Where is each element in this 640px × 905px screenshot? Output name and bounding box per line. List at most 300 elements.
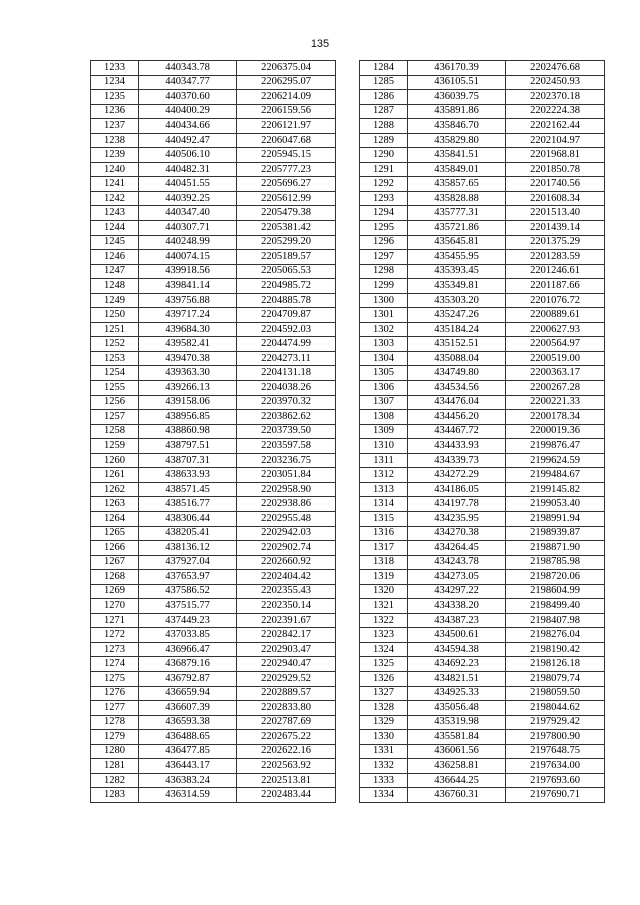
y-coordinate-cell: 2204709.87	[237, 308, 336, 323]
table-row	[91, 657, 336, 672]
table-row	[91, 701, 336, 716]
y-coordinate-cell: 2205945.15	[237, 148, 336, 163]
y-coordinate-cell: 2206047.68	[237, 133, 336, 148]
table-row	[91, 628, 336, 643]
point-number-cell: 1282	[91, 773, 139, 788]
x-coordinate-cell: 440343.78	[139, 61, 237, 76]
point-number-cell: 1279	[91, 730, 139, 745]
table-row	[360, 322, 605, 337]
table-row	[91, 788, 336, 803]
table-row	[91, 584, 336, 599]
point-number-cell: 1260	[91, 453, 139, 468]
table-row	[91, 613, 336, 628]
x-coordinate-cell: 434534.56	[408, 381, 506, 396]
x-coordinate-cell: 440482.31	[139, 162, 237, 177]
y-coordinate-cell: 2202224.38	[506, 104, 605, 119]
table-row	[91, 381, 336, 396]
point-number-cell: 1274	[91, 657, 139, 672]
y-coordinate-cell: 2205381.42	[237, 221, 336, 236]
table-row	[360, 75, 605, 90]
x-coordinate-cell: 440434.66	[139, 119, 237, 134]
table-row	[91, 730, 336, 745]
point-number-cell: 1250	[91, 308, 139, 323]
y-coordinate-cell: 2201740.56	[506, 177, 605, 192]
point-number-cell: 1317	[360, 541, 408, 556]
x-coordinate-cell: 438516.77	[139, 497, 237, 512]
table-row	[360, 381, 605, 396]
y-coordinate-cell: 2203597.58	[237, 439, 336, 454]
table-row	[91, 177, 336, 192]
table-row	[91, 75, 336, 90]
table-row	[91, 439, 336, 454]
x-coordinate-cell: 437927.04	[139, 555, 237, 570]
x-coordinate-cell: 436443.17	[139, 759, 237, 774]
table-row	[360, 788, 605, 803]
table-row	[360, 439, 605, 454]
table-row	[360, 773, 605, 788]
table-row	[360, 191, 605, 206]
y-coordinate-cell: 2202929.52	[237, 671, 336, 686]
x-coordinate-cell: 435247.26	[408, 308, 506, 323]
point-number-cell: 1319	[360, 570, 408, 585]
x-coordinate-cell: 435184.24	[408, 322, 506, 337]
point-number-cell: 1301	[360, 308, 408, 323]
point-number-cell: 1244	[91, 221, 139, 236]
y-coordinate-cell: 2198720.06	[506, 570, 605, 585]
y-coordinate-cell: 2203970.32	[237, 395, 336, 410]
x-coordinate-cell: 440074.15	[139, 250, 237, 265]
x-coordinate-cell: 440392.25	[139, 191, 237, 206]
y-coordinate-cell: 2202938.86	[237, 497, 336, 512]
point-number-cell: 1293	[360, 191, 408, 206]
table-row	[360, 599, 605, 614]
table-row	[91, 468, 336, 483]
x-coordinate-cell: 436039.75	[408, 90, 506, 105]
table-row	[360, 744, 605, 759]
point-number-cell: 1243	[91, 206, 139, 221]
y-coordinate-cell: 2202391.67	[237, 613, 336, 628]
point-number-cell: 1312	[360, 468, 408, 483]
y-coordinate-cell: 2201076.72	[506, 293, 605, 308]
x-coordinate-cell: 438205.41	[139, 526, 237, 541]
table-row	[360, 366, 605, 381]
y-coordinate-cell: 2198407.98	[506, 613, 605, 628]
point-number-cell: 1233	[91, 61, 139, 76]
y-coordinate-cell: 2197929.42	[506, 715, 605, 730]
table-row	[360, 133, 605, 148]
x-coordinate-cell: 434272.29	[408, 468, 506, 483]
x-coordinate-cell: 436105.51	[408, 75, 506, 90]
point-number-cell: 1281	[91, 759, 139, 774]
point-number-cell: 1273	[91, 642, 139, 657]
y-coordinate-cell: 2199484.67	[506, 468, 605, 483]
table-row	[360, 541, 605, 556]
y-coordinate-cell: 2200889.61	[506, 308, 605, 323]
table-row	[91, 395, 336, 410]
x-coordinate-cell: 434467.72	[408, 424, 506, 439]
table-row	[91, 511, 336, 526]
y-coordinate-cell: 2206121.97	[237, 119, 336, 134]
point-number-cell: 1314	[360, 497, 408, 512]
x-coordinate-cell: 435891.86	[408, 104, 506, 119]
table-row	[91, 206, 336, 221]
point-number-cell: 1304	[360, 351, 408, 366]
x-coordinate-cell: 439717.24	[139, 308, 237, 323]
table-row	[360, 162, 605, 177]
point-number-cell: 1237	[91, 119, 139, 134]
point-number-cell: 1262	[91, 482, 139, 497]
x-coordinate-cell: 438860.98	[139, 424, 237, 439]
y-coordinate-cell: 2201968.81	[506, 148, 605, 163]
point-number-cell: 1292	[360, 177, 408, 192]
point-number-cell: 1240	[91, 162, 139, 177]
point-number-cell: 1311	[360, 453, 408, 468]
x-coordinate-cell: 435721.86	[408, 221, 506, 236]
x-coordinate-cell: 440506.10	[139, 148, 237, 163]
table-row	[360, 759, 605, 774]
table-row	[360, 628, 605, 643]
y-coordinate-cell: 2206159.56	[237, 104, 336, 119]
x-coordinate-cell: 435056.48	[408, 701, 506, 716]
x-coordinate-cell: 436314.59	[139, 788, 237, 803]
y-coordinate-cell: 2200519.00	[506, 351, 605, 366]
x-coordinate-cell: 437033.85	[139, 628, 237, 643]
x-coordinate-cell: 434387.23	[408, 613, 506, 628]
y-coordinate-cell: 2198871.90	[506, 541, 605, 556]
table-row	[360, 293, 605, 308]
y-coordinate-cell: 2200221.33	[506, 395, 605, 410]
point-number-cell: 1239	[91, 148, 139, 163]
table-row	[91, 90, 336, 105]
point-number-cell: 1271	[91, 613, 139, 628]
y-coordinate-cell: 2202942.03	[237, 526, 336, 541]
x-coordinate-cell: 440370.60	[139, 90, 237, 105]
y-coordinate-cell: 2206214.09	[237, 90, 336, 105]
point-number-cell: 1326	[360, 671, 408, 686]
table-row	[91, 497, 336, 512]
y-coordinate-cell: 2202675.22	[237, 730, 336, 745]
table-row	[91, 773, 336, 788]
x-coordinate-cell: 436644.25	[408, 773, 506, 788]
x-coordinate-cell: 437586.52	[139, 584, 237, 599]
table-row	[360, 526, 605, 541]
y-coordinate-cell: 2199876.47	[506, 439, 605, 454]
point-number-cell: 1278	[91, 715, 139, 730]
point-number-cell: 1269	[91, 584, 139, 599]
point-number-cell: 1268	[91, 570, 139, 585]
y-coordinate-cell: 2201513.40	[506, 206, 605, 221]
y-coordinate-cell: 2202660.92	[237, 555, 336, 570]
y-coordinate-cell: 2203236.75	[237, 453, 336, 468]
y-coordinate-cell: 2202483.44	[237, 788, 336, 803]
y-coordinate-cell: 2203051.84	[237, 468, 336, 483]
x-coordinate-cell: 439470.38	[139, 351, 237, 366]
y-coordinate-cell: 2198190.42	[506, 642, 605, 657]
table-row	[360, 308, 605, 323]
y-coordinate-cell: 2202902.74	[237, 541, 336, 556]
x-coordinate-cell: 436061.56	[408, 744, 506, 759]
point-number-cell: 1272	[91, 628, 139, 643]
y-coordinate-cell: 2198785.98	[506, 555, 605, 570]
point-number-cell: 1286	[360, 90, 408, 105]
point-number-cell: 1242	[91, 191, 139, 206]
x-coordinate-cell: 436760.31	[408, 788, 506, 803]
point-number-cell: 1285	[360, 75, 408, 90]
table-row	[360, 90, 605, 105]
x-coordinate-cell: 434264.45	[408, 541, 506, 556]
y-coordinate-cell: 2198939.87	[506, 526, 605, 541]
point-number-cell: 1241	[91, 177, 139, 192]
y-coordinate-cell: 2200363.17	[506, 366, 605, 381]
x-coordinate-cell: 434500.61	[408, 628, 506, 643]
x-coordinate-cell: 435319.98	[408, 715, 506, 730]
point-number-cell: 1300	[360, 293, 408, 308]
x-coordinate-cell: 440451.55	[139, 177, 237, 192]
point-number-cell: 1263	[91, 497, 139, 512]
x-coordinate-cell: 435349.81	[408, 279, 506, 294]
y-coordinate-cell: 2202940.47	[237, 657, 336, 672]
x-coordinate-cell: 436383.24	[139, 773, 237, 788]
table-row	[91, 250, 336, 265]
x-coordinate-cell: 434270.38	[408, 526, 506, 541]
table-row	[360, 686, 605, 701]
point-number-cell: 1322	[360, 613, 408, 628]
x-coordinate-cell: 434339.73	[408, 453, 506, 468]
y-coordinate-cell: 2204985.72	[237, 279, 336, 294]
y-coordinate-cell: 2205777.23	[237, 162, 336, 177]
x-coordinate-cell: 438633.93	[139, 468, 237, 483]
table-row	[360, 453, 605, 468]
point-number-cell: 1297	[360, 250, 408, 265]
point-number-cell: 1333	[360, 773, 408, 788]
point-number-cell: 1236	[91, 104, 139, 119]
table-row	[360, 642, 605, 657]
x-coordinate-cell: 434186.05	[408, 482, 506, 497]
point-number-cell: 1295	[360, 221, 408, 236]
table-row	[91, 133, 336, 148]
coordinates-table-right	[359, 60, 605, 803]
point-number-cell: 1305	[360, 366, 408, 381]
y-coordinate-cell: 2204592.03	[237, 322, 336, 337]
y-coordinate-cell: 2201187.66	[506, 279, 605, 294]
x-coordinate-cell: 436170.39	[408, 61, 506, 76]
table-row	[91, 555, 336, 570]
x-coordinate-cell: 435841.51	[408, 148, 506, 163]
y-coordinate-cell: 2198604.99	[506, 584, 605, 599]
x-coordinate-cell: 436659.94	[139, 686, 237, 701]
x-coordinate-cell: 440347.77	[139, 75, 237, 90]
table-row	[360, 61, 605, 76]
x-coordinate-cell: 438571.45	[139, 482, 237, 497]
point-number-cell: 1330	[360, 730, 408, 745]
y-coordinate-cell: 2206375.04	[237, 61, 336, 76]
point-number-cell: 1254	[91, 366, 139, 381]
table-row	[360, 657, 605, 672]
point-number-cell: 1261	[91, 468, 139, 483]
point-number-cell: 1299	[360, 279, 408, 294]
y-coordinate-cell: 2202476.68	[506, 61, 605, 76]
y-coordinate-cell: 2202450.93	[506, 75, 605, 90]
table-row	[91, 148, 336, 163]
table-row	[91, 293, 336, 308]
y-coordinate-cell: 2205612.99	[237, 191, 336, 206]
point-number-cell: 1251	[91, 322, 139, 337]
x-coordinate-cell: 435645.81	[408, 235, 506, 250]
x-coordinate-cell: 435393.45	[408, 264, 506, 279]
point-number-cell: 1306	[360, 381, 408, 396]
point-number-cell: 1309	[360, 424, 408, 439]
table-row	[91, 308, 336, 323]
y-coordinate-cell: 2199145.82	[506, 482, 605, 497]
point-number-cell: 1288	[360, 119, 408, 134]
table-row	[91, 279, 336, 294]
y-coordinate-cell: 2199624.59	[506, 453, 605, 468]
x-coordinate-cell: 439582.41	[139, 337, 237, 352]
point-number-cell: 1290	[360, 148, 408, 163]
x-coordinate-cell: 436593.38	[139, 715, 237, 730]
y-coordinate-cell: 2198044.62	[506, 701, 605, 716]
point-number-cell: 1246	[91, 250, 139, 265]
x-coordinate-cell: 434821.51	[408, 671, 506, 686]
x-coordinate-cell: 436966.47	[139, 642, 237, 657]
point-number-cell: 1270	[91, 599, 139, 614]
table-row	[91, 410, 336, 425]
table-row	[360, 410, 605, 425]
point-number-cell: 1308	[360, 410, 408, 425]
point-number-cell: 1276	[91, 686, 139, 701]
y-coordinate-cell: 2202903.47	[237, 642, 336, 657]
table-row	[91, 570, 336, 585]
point-number-cell: 1277	[91, 701, 139, 716]
y-coordinate-cell: 2202370.18	[506, 90, 605, 105]
x-coordinate-cell: 434297.22	[408, 584, 506, 599]
point-number-cell: 1303	[360, 337, 408, 352]
y-coordinate-cell: 2204474.99	[237, 337, 336, 352]
table-row	[91, 541, 336, 556]
y-coordinate-cell: 2198991.94	[506, 511, 605, 526]
point-number-cell: 1334	[360, 788, 408, 803]
table-row	[91, 119, 336, 134]
x-coordinate-cell: 434433.93	[408, 439, 506, 454]
point-number-cell: 1252	[91, 337, 139, 352]
point-number-cell: 1315	[360, 511, 408, 526]
table-row	[91, 322, 336, 337]
x-coordinate-cell: 438956.85	[139, 410, 237, 425]
y-coordinate-cell: 2202350.14	[237, 599, 336, 614]
point-number-cell: 1267	[91, 555, 139, 570]
table-row	[91, 715, 336, 730]
x-coordinate-cell: 438797.51	[139, 439, 237, 454]
coordinates-table-left	[90, 60, 336, 803]
point-number-cell: 1275	[91, 671, 139, 686]
y-coordinate-cell: 2200178.34	[506, 410, 605, 425]
table-row	[91, 482, 336, 497]
y-coordinate-cell: 2197690.71	[506, 788, 605, 803]
table-row	[360, 250, 605, 265]
y-coordinate-cell: 2204131.18	[237, 366, 336, 381]
y-coordinate-cell: 2200627.93	[506, 322, 605, 337]
point-number-cell: 1302	[360, 322, 408, 337]
y-coordinate-cell: 2204273.11	[237, 351, 336, 366]
x-coordinate-cell: 434594.38	[408, 642, 506, 657]
table-row	[91, 424, 336, 439]
point-number-cell: 1255	[91, 381, 139, 396]
table-row	[360, 279, 605, 294]
table-row	[360, 351, 605, 366]
point-number-cell: 1331	[360, 744, 408, 759]
x-coordinate-cell: 435088.04	[408, 351, 506, 366]
point-number-cell: 1257	[91, 410, 139, 425]
table-row	[91, 759, 336, 774]
x-coordinate-cell: 439158.06	[139, 395, 237, 410]
y-coordinate-cell: 2205065.53	[237, 264, 336, 279]
table-row	[360, 148, 605, 163]
table-row	[360, 104, 605, 119]
table-row	[91, 671, 336, 686]
table-row	[91, 264, 336, 279]
x-coordinate-cell: 435581.84	[408, 730, 506, 745]
x-coordinate-cell: 435849.01	[408, 162, 506, 177]
x-coordinate-cell: 437449.23	[139, 613, 237, 628]
x-coordinate-cell: 438306.44	[139, 511, 237, 526]
table-row	[91, 599, 336, 614]
table-row	[360, 671, 605, 686]
page-number: 135	[310, 38, 330, 50]
table-row	[360, 613, 605, 628]
point-number-cell: 1253	[91, 351, 139, 366]
table-row	[91, 337, 336, 352]
x-coordinate-cell: 438707.31	[139, 453, 237, 468]
x-coordinate-cell: 435829.80	[408, 133, 506, 148]
point-number-cell: 1249	[91, 293, 139, 308]
point-number-cell: 1318	[360, 555, 408, 570]
point-number-cell: 1307	[360, 395, 408, 410]
y-coordinate-cell: 2201850.78	[506, 162, 605, 177]
x-coordinate-cell: 435303.20	[408, 293, 506, 308]
y-coordinate-cell: 2201283.59	[506, 250, 605, 265]
table-row	[91, 642, 336, 657]
x-coordinate-cell: 440307.71	[139, 221, 237, 236]
y-coordinate-cell: 2203862.62	[237, 410, 336, 425]
y-coordinate-cell: 2197634.00	[506, 759, 605, 774]
table-row	[360, 468, 605, 483]
point-number-cell: 1327	[360, 686, 408, 701]
x-coordinate-cell: 439266.13	[139, 381, 237, 396]
x-coordinate-cell: 436488.65	[139, 730, 237, 745]
x-coordinate-cell: 440347.40	[139, 206, 237, 221]
table-row	[360, 337, 605, 352]
point-number-cell: 1313	[360, 482, 408, 497]
x-coordinate-cell: 440492.47	[139, 133, 237, 148]
table-row	[91, 104, 336, 119]
y-coordinate-cell: 2204038.26	[237, 381, 336, 396]
x-coordinate-cell: 437515.77	[139, 599, 237, 614]
y-coordinate-cell: 2204885.78	[237, 293, 336, 308]
y-coordinate-cell: 2202787.69	[237, 715, 336, 730]
point-number-cell: 1283	[91, 788, 139, 803]
table-row	[360, 730, 605, 745]
y-coordinate-cell: 2201375.29	[506, 235, 605, 250]
y-coordinate-cell: 2201246.61	[506, 264, 605, 279]
point-number-cell: 1325	[360, 657, 408, 672]
x-coordinate-cell: 434476.04	[408, 395, 506, 410]
table-row	[91, 221, 336, 236]
table-row	[91, 162, 336, 177]
x-coordinate-cell: 439684.30	[139, 322, 237, 337]
x-coordinate-cell: 435455.95	[408, 250, 506, 265]
point-number-cell: 1289	[360, 133, 408, 148]
x-coordinate-cell: 439756.88	[139, 293, 237, 308]
